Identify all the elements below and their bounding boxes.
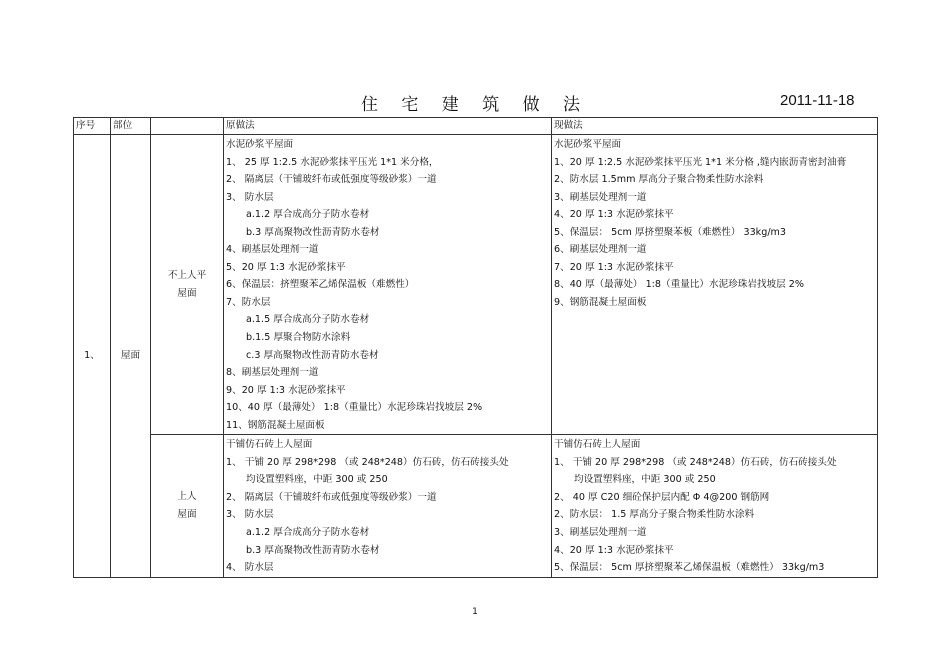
document-date: 2011-11-18 [780, 92, 855, 109]
method-line: 9、20 厚 1:3 水泥砂浆抹平 [226, 384, 346, 396]
method-line: 3、 防水层 [226, 191, 274, 203]
section-row-walkable-roof [74, 435, 878, 577]
method-line: 5、保温层： 5cm 厚挤塑聚苯乙烯保温板（难燃性） 33kg/m3 [554, 562, 825, 574]
method-line: 7、20 厚 1:3 水泥砂浆抹平 [554, 261, 674, 273]
method-line: 4、 防水层 [226, 562, 274, 574]
method-line: 10、40 厚（最薄处） 1:8（重量比）水泥珍珠岩找坡层 2% [226, 402, 483, 414]
method-line: 1、20 厚 1:2.5 水泥砂浆抹平压光 1*1 米分格 ,缝内嵌沥青密封油膏 [554, 156, 847, 168]
current-method-cell [552, 435, 878, 577]
method-line: 3、 防水层 [226, 509, 274, 521]
section-row-flat-roof [74, 135, 878, 435]
row-part: 屋面 [111, 135, 151, 578]
page-number: 1 [472, 607, 478, 617]
method-line: 3、刷基层处理剂一道 [554, 191, 647, 203]
method-line: 1、 25 厚 1:2.5 水泥砂浆抹平压光 1*1 米分格， [226, 156, 439, 168]
method-line: 4、20 厚 1:3 水泥砂浆抹平 [554, 544, 674, 556]
method-line: 均设置塑料座，中距 300 或 250 [246, 474, 388, 486]
method-line: 1、 干铺 20 厚 298*298 （或 248*248）仿石砖，仿石砖接头处 [554, 456, 837, 468]
document-title: 住 宅 建 筑 做 法 [360, 95, 590, 115]
header-seq: 序号 [74, 118, 111, 135]
method-line: 5、20 厚 1:3 水泥砂浆抹平 [226, 261, 346, 273]
construction-table [73, 117, 878, 578]
method-line: 2、 40 厚 C20 细砼保护层内配 Φ 4@200 钢筋网 [554, 491, 770, 503]
method-line: 5、保温层： 5cm 厚挤塑聚苯板（难燃性） 33kg/m3 [554, 226, 787, 238]
method-line: 3、刷基层处理剂一道 [554, 527, 647, 539]
header-current: 现做法 [552, 118, 878, 135]
method-line: 8、40 厚（最薄处） 1:8（重量比）水泥珍珠岩找坡层 2% [554, 279, 804, 291]
method-line: 水泥砂浆平屋面 [554, 139, 622, 150]
method-line: 11、钢筋混凝土屋面板 [226, 419, 325, 431]
method-line: 4、刷基层处理剂一道 [226, 244, 319, 256]
method-line: 8、刷基层处理剂一道 [226, 367, 319, 379]
method-line: 2、 隔离层（干铺玻纤布或低强度等级砂浆）一道 [226, 491, 437, 503]
method-line: 1、 干铺 20 厚 298*298 （或 248*248）仿石砖，仿石砖接头处 [226, 456, 509, 468]
method-line: a.1.2 厚合成高分子防水卷材 [246, 209, 370, 221]
header-part: 部位 [111, 118, 151, 135]
header-row [74, 118, 878, 135]
method-line: 7、防水层 [226, 296, 271, 308]
method-line: 均设置塑料座，中距 300 或 250 [574, 474, 716, 486]
method-line: 干铺仿石砖上人屋面 [554, 439, 641, 451]
original-method-cell [224, 135, 552, 435]
method-line: 6、保温层：挤塑聚苯乙烯保温板（难燃性） [226, 279, 415, 291]
current-method-cell [552, 135, 878, 435]
row-seq: 1、 [74, 135, 111, 578]
header-original: 原做法 [224, 118, 552, 135]
method-line: 干铺仿石砖上人屋面 [226, 439, 313, 451]
method-line: 9、钢筋混凝土屋面板 [554, 296, 647, 308]
original-method-cell [224, 435, 552, 577]
method-line: 2、防水层 1.5mm 厚高分子聚合物柔性防水涂料 [554, 174, 764, 186]
method-line: b.3 厚高聚物改性沥青防水卷材 [246, 226, 380, 238]
method-line: b.3 厚高聚物改性沥青防水卷材 [246, 544, 380, 556]
subcategory-label: 不上人平 屋面 [151, 135, 224, 435]
method-line: 水泥砂浆平屋面 [226, 139, 294, 150]
subcategory-label: 上人 屋面 [151, 435, 224, 577]
method-line: 4、20 厚 1:3 水泥砂浆抹平 [554, 209, 674, 221]
method-line: 6、刷基层处理剂一道 [554, 244, 647, 256]
method-line: c.3 厚高聚物改性沥青防水卷材 [246, 349, 379, 361]
method-line: b.1.5 厚聚合物防水涂料 [246, 332, 351, 344]
method-line: 2、 隔离层（干铺玻纤布或低强度等级砂浆）一道 [226, 174, 437, 186]
method-line: a.1.5 厚合成高分子防水卷材 [246, 314, 370, 326]
header-sub [151, 118, 224, 135]
method-line: 2、防水层： 1.5 厚高分子聚合物柔性防水涂料 [554, 509, 755, 521]
method-line: a.1.2 厚合成高分子防水卷材 [246, 527, 370, 539]
